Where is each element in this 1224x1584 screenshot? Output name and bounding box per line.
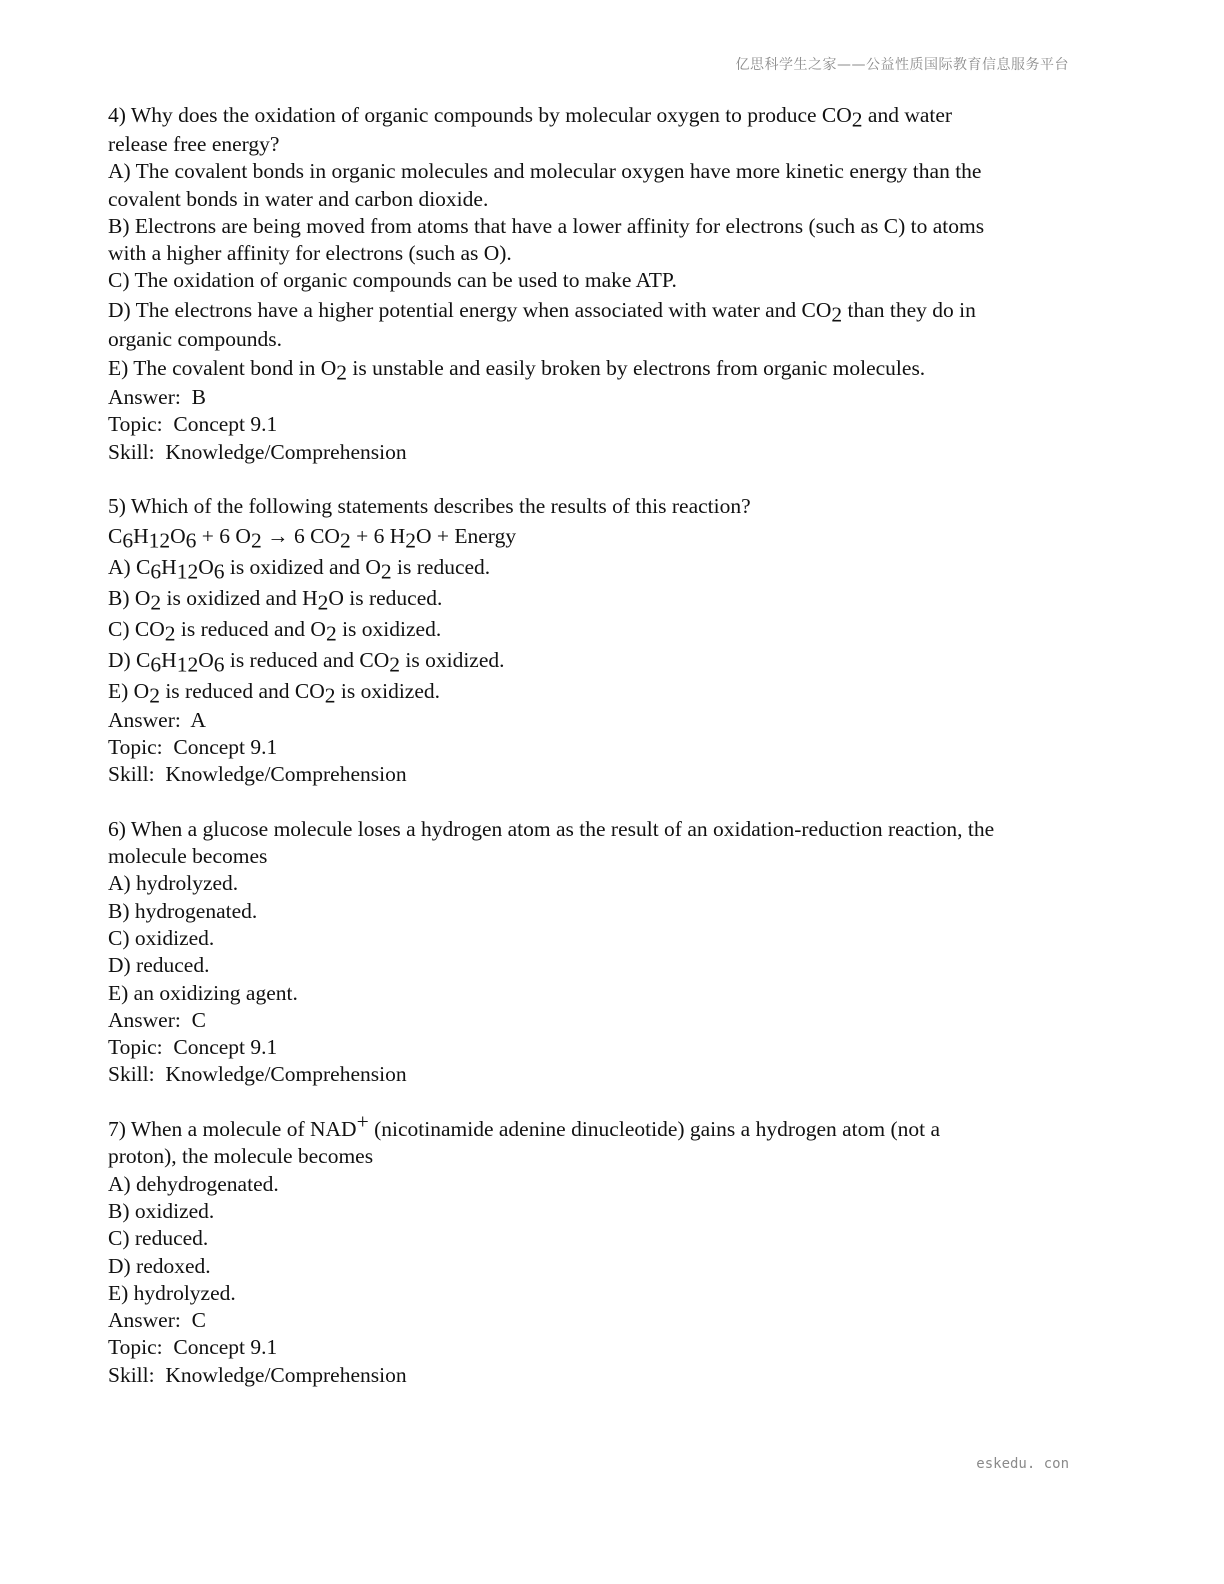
question-line: A) hydrolyzed. [108, 871, 239, 896]
question-line: D) $C_6H_{12}O_6$ is reduced and $CO_2$ is oxidized. [108, 647, 505, 677]
question-line: A) The covalent bonds in organic molecules and molecular oxygen have more kinetic energy than the [108, 159, 982, 184]
question-list [108, 100, 1108, 1416]
question-line: C) $CO_2$ is reduced and $O_2$ is oxidized. [108, 616, 442, 646]
question-block [108, 493, 1108, 788]
question-line: Answer: B [108, 385, 206, 410]
question-line: covalent bonds in water and carbon dioxide. [108, 186, 489, 211]
question-line: B) Electrons are being moved from atoms that have a lower affinity for electrons (such as C) to atoms [108, 213, 985, 238]
question-line: E) hydrolyzed. [108, 1280, 236, 1305]
page-header: 亿思科学生之家——公益性质国际教育信息服务平台 [735, 57, 1069, 73]
page-footer: eskedu. con [976, 1456, 1069, 1472]
question-line: Skill: Knowledge/Comprehension [108, 1062, 407, 1087]
question-line: C) The oxidation of organic compounds can be used to make ATP. [108, 268, 677, 293]
question-stem: 6) When a glucose molecule loses a hydrogen atom as the result of an oxidation-reduction reaction, the [108, 816, 995, 841]
question-line: with a higher affinity for electrons (such as O). [108, 241, 512, 266]
question-line: organic compounds. [108, 326, 282, 351]
question-line: Skill: Knowledge/Comprehension [108, 762, 407, 787]
question-line: A) $C_6H_{12}O_6$ is oxidized and $O_2$ is reduced. [108, 554, 491, 584]
question-line: D) reduced. [108, 953, 210, 978]
question-line: E) an oxidizing agent. [108, 980, 298, 1005]
question-line: Answer: C [108, 1308, 206, 1333]
question-line: Skill: Knowledge/Comprehension [108, 439, 407, 464]
question-line: D) redoxed. [108, 1253, 211, 1278]
question-stem: 5) Which of the following statements describes the results of this reaction? [108, 494, 751, 519]
question-line: B) $O_2$ is oxidized and $H_2O$ is reduced. [108, 585, 443, 615]
question-line: Answer: C [108, 1007, 206, 1032]
question-line: C) oxidized. [108, 925, 215, 950]
question-line: release free energy? [108, 132, 280, 156]
question-line: molecule becomes [108, 844, 268, 869]
question-block [108, 100, 1108, 466]
question-line: D) The electrons have a higher potential energy when associated with water and $CO_2$ than they do in [108, 297, 976, 327]
question-block [108, 1109, 1108, 1389]
question-line: Topic: Concept 9.1 [108, 1335, 278, 1360]
question-line: $C_6H_{12}O_6 + 6$ $O_2 \to 6$ $CO_2 + 6$ $H_2O$ + Energy [108, 523, 517, 553]
question-block [108, 816, 1108, 1089]
question-line: C) reduced. [108, 1226, 209, 1251]
question-line: B) oxidized. [108, 1198, 215, 1223]
question-line: Skill: Knowledge/Comprehension [108, 1362, 407, 1387]
question-line: A) dehydrogenated. [108, 1171, 279, 1196]
question-line: E) The covalent bond in $O_2$ is unstable and easily broken by electrons from organic molecules. [108, 356, 926, 385]
question-line: E) $O_2$ is reduced and $CO_2$ is oxidized. [108, 678, 440, 708]
question-line: Topic: Concept 9.1 [108, 734, 278, 759]
question-stem: 4) Why does the oxidation of organic compounds by molecular oxygen to produce $CO_2$ and water [108, 103, 953, 132]
question-line: Topic: Concept 9.1 [108, 1035, 278, 1060]
question-line: Topic: Concept 9.1 [108, 412, 278, 437]
question-line: proton), the molecule becomes [108, 1144, 374, 1169]
question-stem: 7) When a molecule of NAD+ (nicotinamide adenine dinucleotide) gains a hydrogen atom (not a [108, 1109, 941, 1142]
question-line: Answer: A [108, 707, 206, 732]
question-line: B) hydrogenated. [108, 898, 258, 923]
